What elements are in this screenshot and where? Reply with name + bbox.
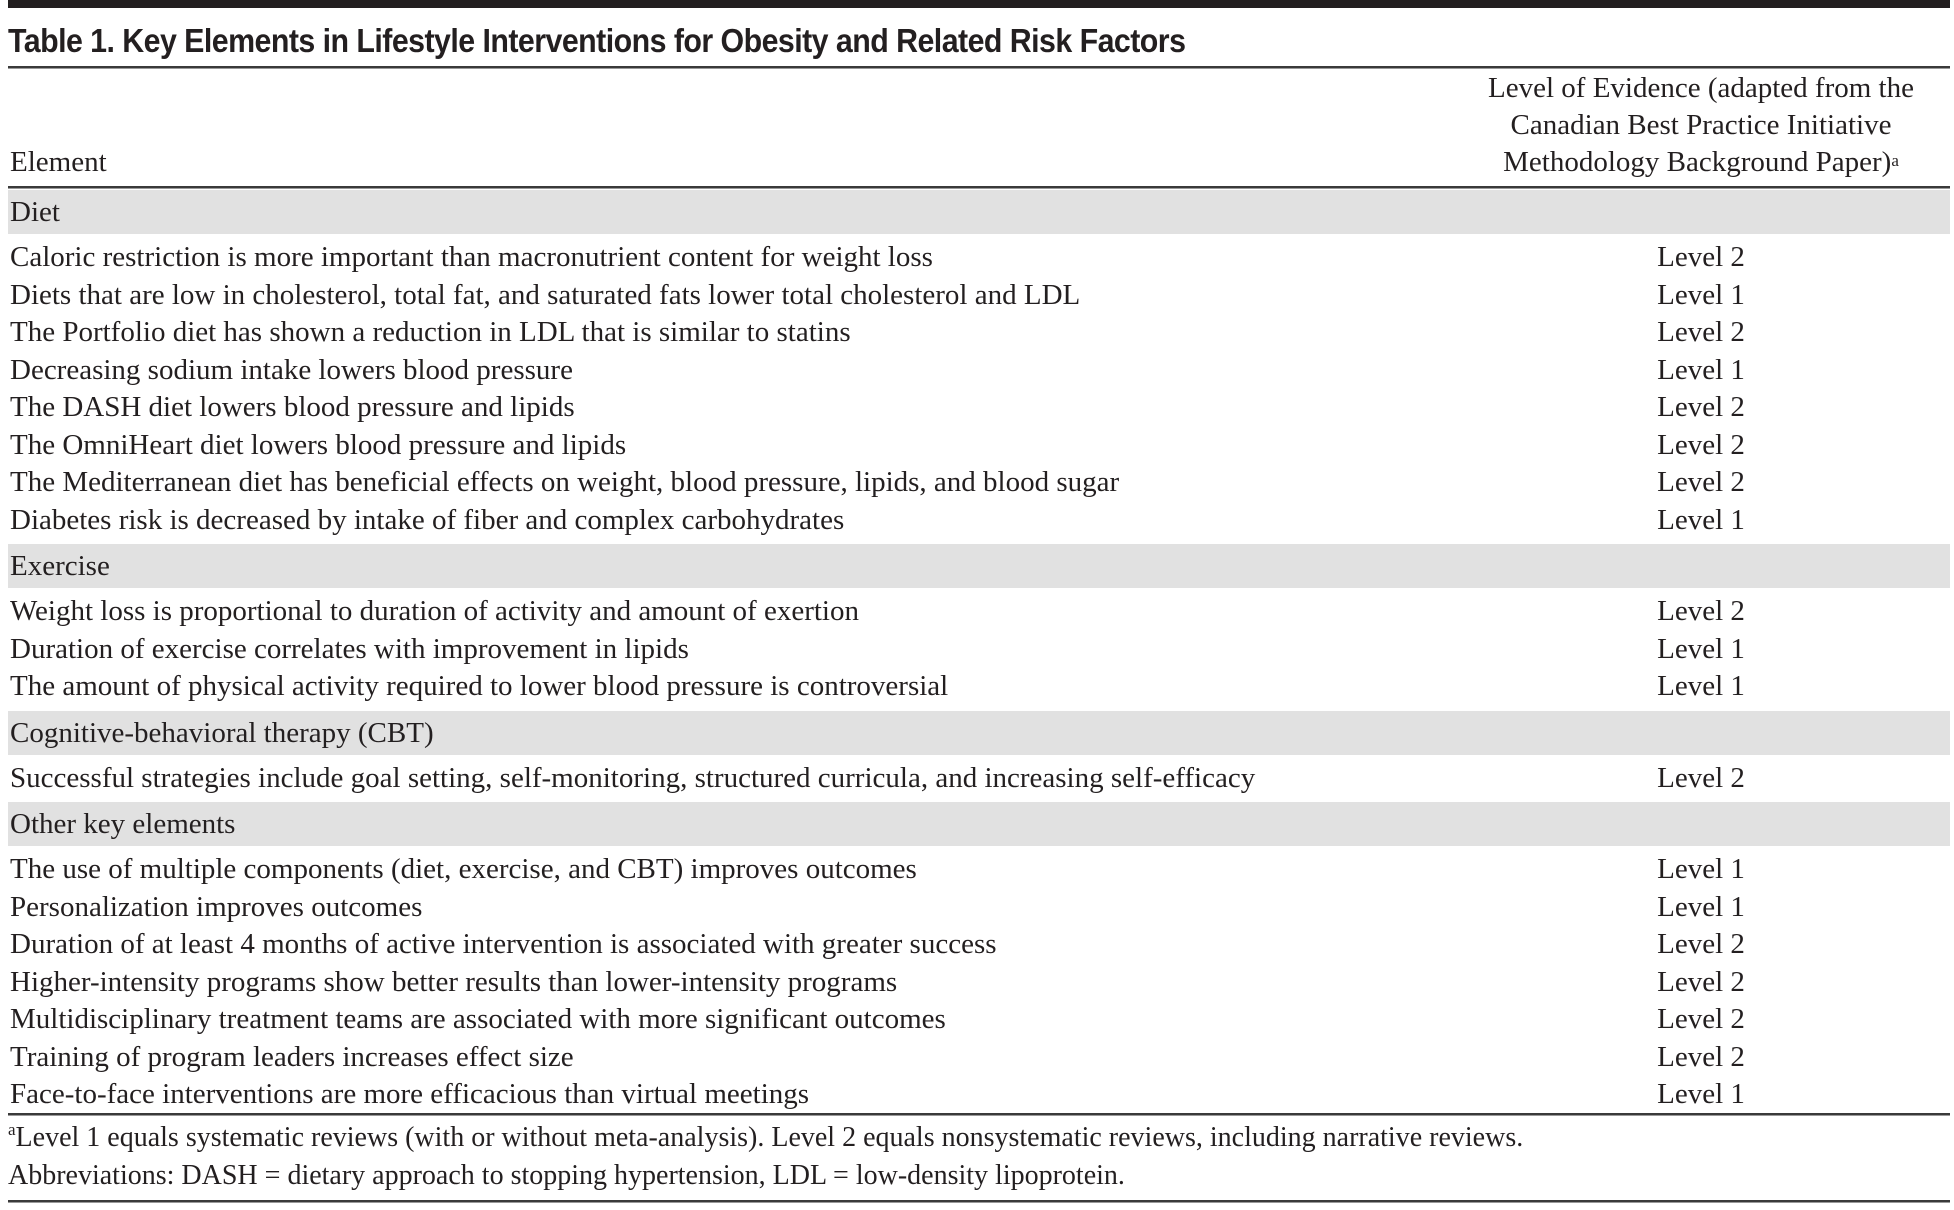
table-row: [8, 1039, 1950, 1077]
table-row: [8, 502, 1950, 540]
section-header: Exercise: [8, 544, 1950, 588]
section-header: Cognitive-behavioral therapy (CBT): [8, 711, 1950, 755]
level-cell: Level 1: [1657, 353, 1745, 386]
level-cell: Level 2: [1657, 595, 1745, 627]
bottom-rule: [8, 1200, 1950, 1203]
column-header-level: [1448, 70, 1954, 181]
level-cell: Level 2: [1657, 1040, 1745, 1073]
level-cell: Level 2: [1657, 466, 1745, 498]
table-row: [8, 964, 1950, 1002]
level-cell: Level 1: [1657, 1078, 1745, 1110]
table-row: [8, 427, 1950, 465]
column-header-element: Element: [10, 146, 107, 178]
footnote-abbreviations: Abbreviations: DASH = dietary approach to stopping hypertension, LDL = low-density lipoprotein.: [8, 1160, 1125, 1191]
element-cell: The amount of physical activity required to lower blood pressure is controversial: [10, 670, 949, 702]
table-body: [8, 190, 1950, 1114]
footnote-a: [8, 1122, 1523, 1154]
element-cell: Personalization improves outcomes: [10, 890, 423, 923]
header-line: Canadian Best Practice Initiative: [1510, 109, 1892, 141]
level-cell: Level 2: [1657, 928, 1745, 960]
bottom-table-rule: [8, 1113, 1950, 1116]
level-cell: Level 2: [1657, 241, 1745, 273]
footnote-text: Level 1 equals systematic reviews (with or without meta-analysis). Level 2 equals nonsystematic reviews, including narrative reviews.: [15, 1122, 1524, 1153]
element-cell: The DASH diet lowers blood pressure and lipids: [10, 391, 575, 423]
element-cell: Multidisciplinary treatment teams are associated with more significant outcomes: [10, 1003, 946, 1035]
level-cell: Level 2: [1657, 1003, 1745, 1035]
section-header: Other key elements: [8, 802, 1950, 846]
table-row: [8, 631, 1950, 669]
element-cell: Diets that are low in cholesterol, total fat, and saturated fats lower total cholesterol and LDL: [10, 278, 1081, 311]
top-rule: [8, 0, 1950, 8]
level-cell: Level 1: [1657, 890, 1745, 923]
element-cell: Decreasing sodium intake lowers blood pressure: [10, 353, 573, 386]
level-cell: Level 1: [1657, 670, 1745, 702]
table-row: [8, 1076, 1950, 1114]
table-row: [8, 851, 1950, 889]
section-header: Diet: [8, 190, 1950, 234]
element-cell: Training of program leaders increases effect size: [10, 1040, 574, 1073]
header-line: Level of Evidence (adapted from the: [1488, 72, 1914, 104]
table-row: [8, 926, 1950, 964]
element-cell: Duration of at least 4 months of active intervention is associated with greater success: [10, 928, 997, 960]
header-line-text: Methodology Background Paper): [1503, 146, 1892, 178]
title-rule: [8, 66, 1950, 69]
element-cell: Duration of exercise correlates with improvement in lipids: [10, 632, 689, 665]
table-row: [8, 389, 1950, 427]
footnote-marker: a: [1891, 151, 1899, 170]
element-cell: The use of multiple components (diet, exercise, and CBT) improves outcomes: [10, 853, 917, 885]
element-cell: Higher-intensity programs show better results than lower-intensity programs: [10, 965, 898, 998]
table-row: [8, 593, 1950, 631]
level-cell: Level 2: [1657, 428, 1745, 461]
level-cell: Level 2: [1657, 761, 1745, 794]
element-cell: Diabetes risk is decreased by intake of fiber and complex carbohydrates: [10, 503, 845, 536]
element-cell: Face-to-face interventions are more efficacious than virtual meetings: [10, 1078, 810, 1110]
element-cell: The Mediterranean diet has beneficial effects on weight, blood pressure, lipids, and blood sugar: [10, 466, 1120, 498]
level-cell: Level 1: [1657, 853, 1745, 885]
level-cell: Level 1: [1657, 278, 1745, 311]
level-cell: Level 1: [1657, 503, 1745, 536]
table-row: [8, 668, 1950, 706]
table-row: [8, 1001, 1950, 1039]
element-cell: Caloric restriction is more important than macronutrient content for weight loss: [10, 241, 933, 273]
table-row: [8, 352, 1950, 390]
table-row: [8, 464, 1950, 502]
header-rule: [8, 186, 1950, 189]
table-row: [8, 239, 1950, 277]
table-row: [8, 889, 1950, 927]
element-cell: The Portfolio diet has shown a reduction in LDL that is similar to statins: [10, 316, 851, 348]
table-title: Table 1. Key Elements in Lifestyle Interventions for Obesity and Related Risk Factors: [8, 22, 1186, 59]
footnote-marker: a: [8, 1120, 16, 1139]
element-cell: Successful strategies include goal setting, self-monitoring, structured curricula, and increasing self-efficacy: [10, 761, 1256, 794]
table-row: [8, 277, 1950, 315]
element-cell: Weight loss is proportional to duration of activity and amount of exertion: [10, 595, 859, 627]
table-row: [8, 760, 1950, 798]
level-cell: Level 2: [1657, 965, 1745, 998]
element-cell: The OmniHeart diet lowers blood pressure and lipids: [10, 428, 627, 461]
level-cell: Level 2: [1657, 316, 1745, 348]
level-cell: Level 1: [1657, 632, 1745, 665]
header-line: [1448, 144, 1954, 181]
level-cell: Level 2: [1657, 391, 1745, 423]
table-row: [8, 314, 1950, 352]
